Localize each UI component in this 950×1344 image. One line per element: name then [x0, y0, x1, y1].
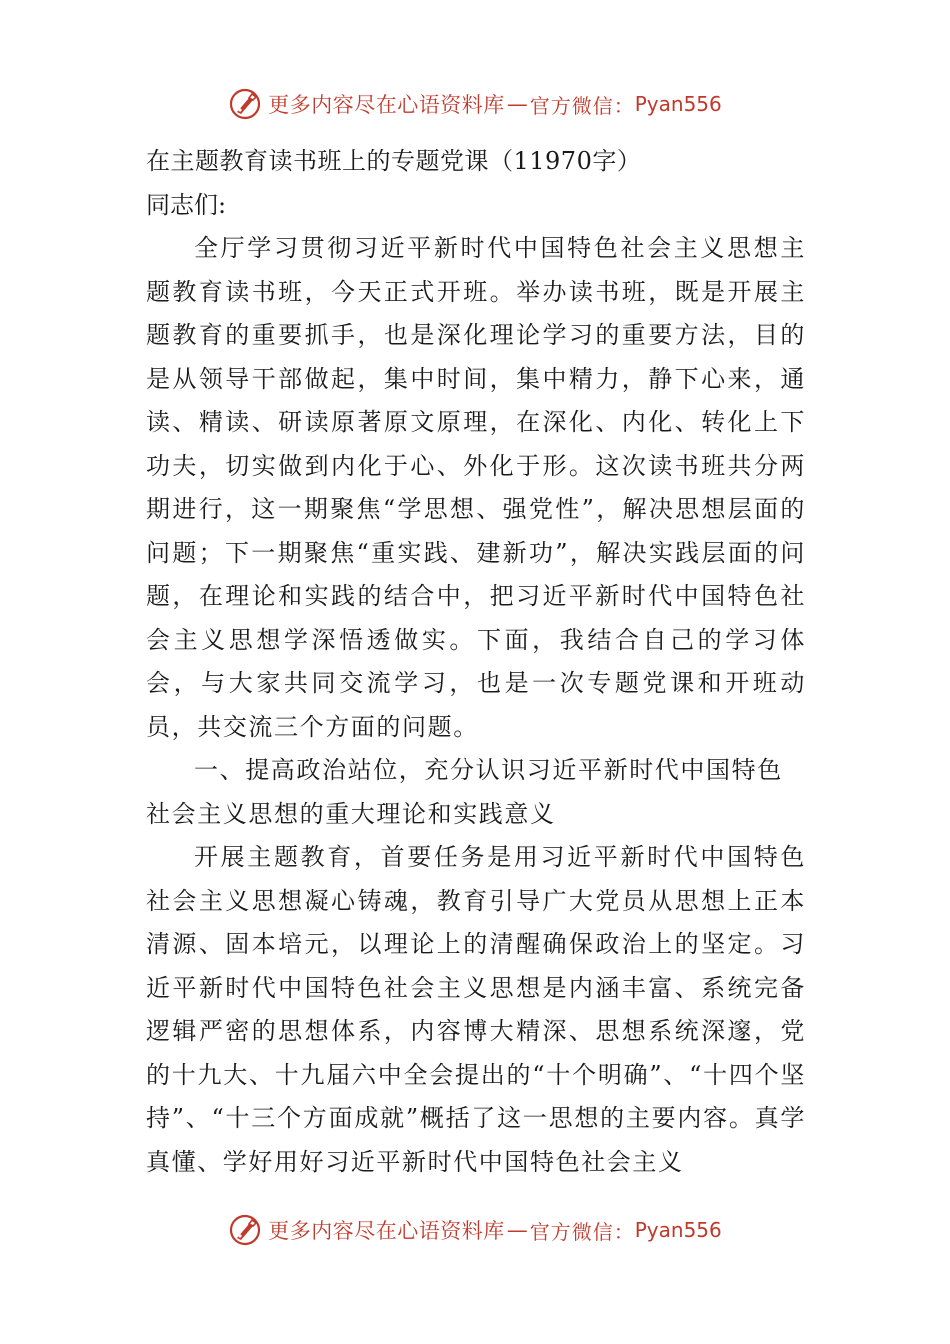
document-title: 在主题教育读书班上的专题党课（11970字）: [146, 147, 642, 175]
header-watermark-banner: [0, 82, 950, 126]
banner-text: 更多内容尽在心语资料库: [268, 93, 505, 117]
pen-nib-logo-icon: [228, 1213, 262, 1247]
document-paragraph: 全厅学习贯彻习近平新时代中国特色社会主义思想主题教育读书班，今天正式开班。举办读书班，既是开展主题教育的重要抓手，也是深化理论学习的重要方法，目的是从领导干部做起，集中时间，集中精力，静下心来，通读、精读、研读原著原文原理，在深化、内化、转化上下功夫，切实做到内化于心、外化于形。这次读书班共分两期进行，这一期聚焦“学思想、强党性”，解决思想层面的问题；下一期聚焦“重实践、建新功”，解决实践层面的问题，在理论和实践的结合中，把习近平新时代中国特色社会主义思想学深悟透做实。下面，我结合自己的学习体会，与大家共同交流学习，也是一次专题党课和开班动员，共交流三个方面的问题。: [146, 234, 806, 741]
banner-separator: —: [506, 92, 528, 116]
banner-wechat-id: Pyan556: [634, 1218, 722, 1242]
banner-text: 更多内容尽在心语资料库: [268, 1219, 505, 1243]
section-heading: 一、提高政治站位，充分认识习近平新时代中国特色社会主义思想的重大理论和实践意义: [146, 756, 783, 828]
section-paragraph: 开展主题教育，首要任务是用习近平新时代中国特色社会主义思想凝心铸魂，教育引导广大党员从思想上正本清源、固本培元，以理论上的清醒确保政治上的坚定。习近平新时代中国特色社会主义思想是内涵丰富、系统完备逻辑严密的思想体系，内容博大精深、思想系统深邃，党的十九大、十九届六中全会提出的“十个明确”、“十四个坚持”、“十三个方面成就”概括了这一思想的主要内容。真学真懂、学好用好习近平新时代中国特色社会主义: [146, 843, 806, 1176]
banner-contact-label: 官方微信：: [529, 1219, 635, 1244]
banner-contact-label: 官方微信：: [529, 93, 635, 118]
banner-wechat-id: Pyan556: [634, 92, 722, 116]
pen-nib-logo-icon: [228, 87, 262, 121]
footer-watermark-banner: [0, 1208, 950, 1252]
banner-separator: —: [506, 1218, 528, 1242]
document-greeting: 同志们:: [146, 190, 227, 219]
document-body: [146, 140, 806, 1184]
